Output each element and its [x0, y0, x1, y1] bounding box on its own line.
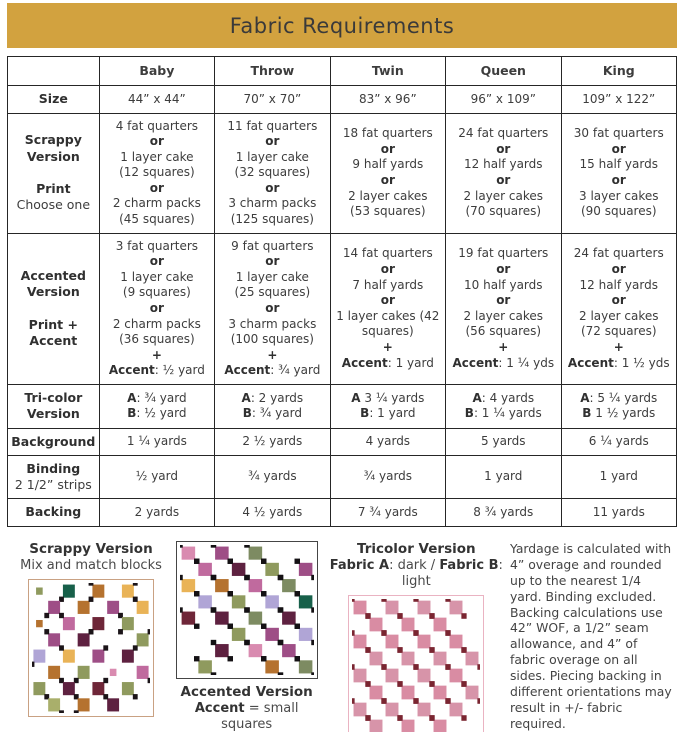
- scrappy-quilt-image: [28, 579, 154, 717]
- table-cell-scrappy-version-throw: 11 fat quarters or 1 layer cake (32 squares) or 3 charm packs (125 squares): [215, 113, 330, 233]
- yardage-notes: Yardage is calculated with 4” overage and rounded up to the nearest 1/4 yard. Binding excluded. Backing calculations use 42” WOF, a 1/2” seam allowance, and 4” of fabric overage on all sides. Piecing backing in different orientations may result in +/- fabric required.: [509, 541, 672, 731]
- row-label-scrappy-version: Scrappy Version Print Choose one: [8, 113, 100, 233]
- table-cell-scrappy-version-baby: 4 fat quarters or 1 layer cake (12 squares) or 2 charm packs (45 squares): [99, 113, 214, 233]
- table-cell-accented-version-king: 24 fat quarters or 12 half yards or 2 layer cakes (72 squares) + Accent: 1 ½ yds: [561, 233, 676, 384]
- scrappy-legend: [12, 541, 170, 717]
- table-cell-scrappy-version-king: 30 fat quarters or 15 half yards or 3 layer cakes (90 squares): [561, 113, 676, 233]
- legend-section: [12, 541, 676, 732]
- table-cell-background-king: 6 ¼ yards: [561, 428, 676, 455]
- table-cell-accented-version-baby: 3 fat quarters or 1 layer cake (9 squares) or 2 charm packs (36 squares) + Accent: ½ yard: [99, 233, 214, 384]
- row-label-background: Background: [8, 428, 100, 455]
- table-cell-scrappy-version-twin: 18 fat quarters or 9 half yards or 2 layer cakes (53 squares): [330, 113, 445, 233]
- table-row-background: [8, 428, 677, 455]
- table-cell-scrappy-version-queen: 24 fat quarters or 12 half yards or 2 layer cakes (70 squares): [446, 113, 561, 233]
- table-cell-accented-version-throw: 9 fat quarters or 1 layer cake (25 squares) or 3 charm packs (100 squares) + Accent: ¾ yard: [215, 233, 330, 384]
- table-cell-size-twin: 83” x 96”: [330, 86, 445, 113]
- table-row-tri-color-version: [8, 385, 677, 429]
- table-cell-binding-throw: ¾ yards: [215, 455, 330, 499]
- table-header: [8, 57, 677, 86]
- table-cell-size-queen: 96” x 109”: [446, 86, 561, 113]
- table-cell-backing-baby: 2 yards: [99, 499, 214, 526]
- column-header-queen: Queen: [446, 57, 561, 86]
- row-label-binding: Binding 2 1/2” strips: [8, 455, 100, 499]
- table-cell-background-twin: 4 yards: [330, 428, 445, 455]
- tricolor-legend: [323, 541, 509, 732]
- table-cell-binding-twin: ¾ yards: [330, 455, 445, 499]
- column-header-king: King: [561, 57, 676, 86]
- table-row-accented-version: [8, 233, 677, 384]
- tricolor-quilt-image: [348, 595, 484, 732]
- table-cell-backing-king: 11 yards: [561, 499, 676, 526]
- table-cell-background-queen: 5 yards: [446, 428, 561, 455]
- table-cell-tri-color-version-king: A: 5 ¼ yards B 1 ½ yards: [561, 385, 676, 429]
- table-cell-tri-color-version-baby: A: ¾ yard B: ½ yard: [99, 385, 214, 429]
- table-cell-accented-version-twin: 14 fat quarters or 7 half yards or 1 layer cakes (42 squares) + Accent: 1 yard: [330, 233, 445, 384]
- table-cell-tri-color-version-queen: A: 4 yards B: 1 ¼ yards: [446, 385, 561, 429]
- table-cell-background-throw: 2 ½ yards: [215, 428, 330, 455]
- row-label-size: Size: [8, 86, 100, 113]
- accented-legend: [171, 541, 323, 732]
- accented-version-subtitle: Accent = small squares: [194, 700, 299, 732]
- column-header-twin: Twin: [330, 57, 445, 86]
- table-row-size: [8, 86, 677, 113]
- table-cell-tri-color-version-throw: A: 2 yards B: ¾ yard: [215, 385, 330, 429]
- table-cell-binding-king: 1 yard: [561, 455, 676, 499]
- fabric-requirements-table: [7, 56, 677, 527]
- table-cell-binding-baby: ½ yard: [99, 455, 214, 499]
- row-label-tri-color-version: Tri-color Version: [8, 385, 100, 429]
- accented-quilt-image: [176, 541, 318, 679]
- scrappy-version-title: Scrappy Version: [29, 541, 153, 557]
- tricolor-version-subtitle: Fabric A: dark / Fabric B: light: [329, 557, 503, 590]
- table-cell-binding-queen: 1 yard: [446, 455, 561, 499]
- table-cell-size-king: 109” x 122”: [561, 86, 676, 113]
- table-cell-backing-queen: 8 ¾ yards: [446, 499, 561, 526]
- row-label-accented-version: Accented Version Print + Accent: [8, 233, 100, 384]
- table-cell-size-throw: 70” x 70”: [215, 86, 330, 113]
- table-body: [8, 86, 677, 526]
- table-cell-background-baby: 1 ¼ yards: [99, 428, 214, 455]
- table-row-binding: [8, 455, 677, 499]
- table-cell-backing-twin: 7 ¾ yards: [330, 499, 445, 526]
- scrappy-version-subtitle: Mix and match blocks: [20, 557, 162, 573]
- row-label-backing: Backing: [8, 499, 100, 526]
- table-cell-tri-color-version-twin: A 3 ¼ yards B: 1 yard: [330, 385, 445, 429]
- tricolor-version-title: Tricolor Version: [357, 541, 476, 557]
- table-cell-accented-version-queen: 19 fat quarters or 10 half yards or 2 layer cakes (56 squares) + Accent: 1 ¼ yds: [446, 233, 561, 384]
- corner-cell: [8, 57, 100, 86]
- accented-version-title: Accented Version: [180, 684, 313, 700]
- table-row-scrappy-version: [8, 113, 677, 233]
- column-header-throw: Throw: [215, 57, 330, 86]
- table-row-backing: [8, 499, 677, 526]
- table-cell-backing-throw: 4 ½ yards: [215, 499, 330, 526]
- page-title: Fabric Requirements: [229, 13, 455, 38]
- column-header-baby: Baby: [99, 57, 214, 86]
- title-banner: [7, 3, 677, 48]
- table-cell-size-baby: 44” x 44”: [99, 86, 214, 113]
